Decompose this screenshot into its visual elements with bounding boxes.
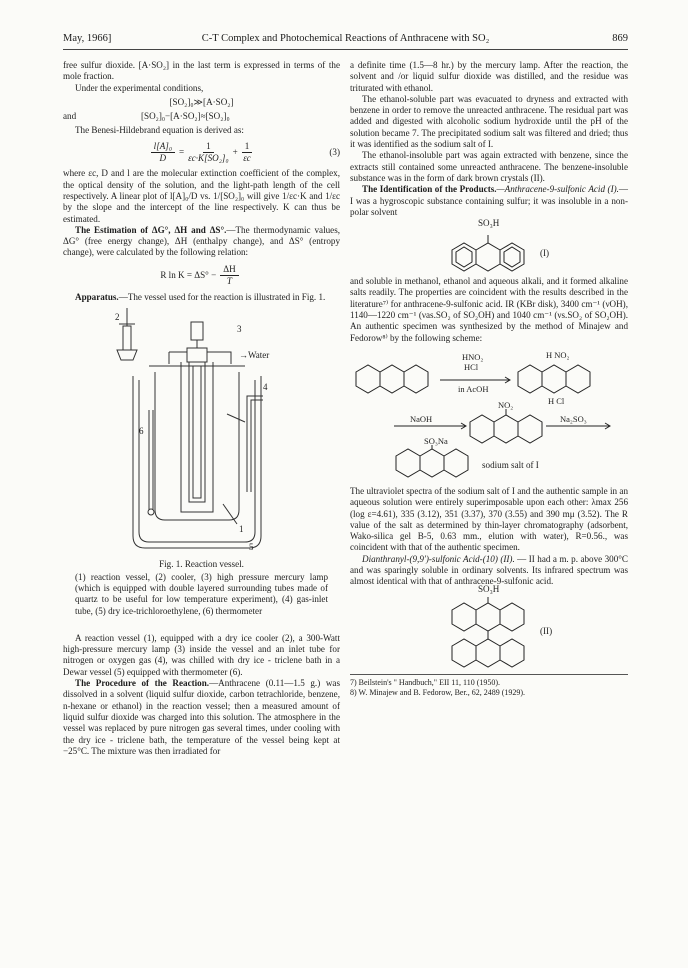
paragraph-estimation — [63, 225, 340, 259]
figure-label-6: 6 — [139, 425, 144, 436]
paragraph-procedure — [63, 678, 340, 757]
numerator: 1 — [203, 141, 214, 153]
equation-2 — [63, 111, 340, 122]
numerator: 1 — [242, 141, 253, 153]
section-heading: The Identification of the Products. — [362, 184, 497, 195]
figure-label-4: 4 — [263, 381, 268, 392]
substituent-label: H Cl — [548, 395, 565, 406]
structure-I — [350, 218, 628, 276]
paragraph: and soluble in methanol, ethanol and aqueous alkali, and it formed alkaline salts readily. The properties are coincident with the results described in the literature⁷⁾ for anthracene-9-sulfonic acid. IR (KBr disk), 3400 cm⁻¹ (νOH), 1140—1220 cm⁻¹ (νas.SO₂ of SO₂OH) and 1040 cm⁻¹ (νs.SO₂ of SO₂OH). An authentic specimen was synthesized by the method of Minajew and Fedorow⁸⁾ by the following scheme: — [350, 276, 628, 343]
substituent-label: SO₃H — [478, 583, 500, 594]
synthesis-scheme — [350, 344, 628, 482]
denominator: D — [159, 153, 167, 164]
equation-body: [SO₂]₀−[A·SO₂]≈[SO₂]₀ — [141, 111, 230, 122]
figure-label-1: 1 — [239, 523, 244, 534]
footnote-7: 7) Beilstein's " Handbuch," EII 11, 110 (1950). — [350, 677, 501, 687]
page-number: 869 — [612, 33, 628, 44]
paragraph-apparatus — [63, 292, 340, 303]
figure-label-5: 5 — [249, 541, 254, 552]
equals-sign: = — [179, 146, 185, 157]
paragraph-text: —I was a hygroscopic substance containing sulfur; it was insoluble in a non-polar solvent — [350, 184, 628, 217]
numerator: ΔH — [220, 264, 238, 276]
figure-reaction-vessel — [63, 304, 340, 569]
paragraph-text: —Anthracene (0.11—1.5 g.) was dissolved in a solvent (liquid sulfur dioxide, carbon tetrachloride, benzene, n-hexane or ethanol) in the reaction vessel; then a measured amount of liquid sulfur dioxide was charged into this solution. The atmosphere in the vessel was replaced by pure nitrogen gas several times, under cooling with the dry ice - triclene bath, the temperature of the vessel being kept at −25°C. The mixture was then irradiated for — [63, 678, 340, 756]
structure-label: (I) — [540, 248, 550, 259]
paragraph: The ethanol-insoluble part was again extracted with benzene, since the extracts still contained some unreacted anthracene. The benzene-insoluble substance was in the form of dark brown crystals (II). — [350, 150, 628, 183]
reagent-label: NaOH — [410, 413, 433, 424]
structure-label: (II) — [540, 625, 553, 636]
reagent-label: HCl — [464, 361, 479, 372]
fraction — [188, 141, 228, 165]
numerator: l[A]₀ — [151, 141, 175, 153]
substituent-label: H NO₂ — [546, 349, 570, 360]
paragraph-text: —The thermodynamic values, ΔG° (free energy change), ΔH (enthalpy change), and ΔS° (entropy change), were calculated by the following relation: — [63, 224, 341, 258]
section-heading: The Procedure of the Reaction. — [75, 678, 210, 689]
figure-legend: (1) reaction vessel, (2) cooler, (3) high pressure mercury lamp (which is equipped with double layered surrounding tubes made of quartz to be useful for low temperature experiment), (4) gas-inlet tube, (5) dry ice-trichloroethylene, (6) thermometer — [75, 571, 328, 616]
vessel-diagram — [63, 304, 340, 554]
left-column — [63, 60, 340, 757]
equation-lhs: R ln K = ΔS° − — [160, 269, 217, 280]
footnotes — [350, 674, 628, 698]
paragraph: The ultraviolet spectra of the sodium salt of I and the authentic sample in an aqueous solution were entirely superimposable upon each other: λmax 256 (log ε=4.61), 335 (3.12), 351 (3.37), 370 (3.55) and 390 mμ (3.52). The R value of the salt as determined by thin-layer chromatography (adsorbent, Wako-silica gel B-5, 0.63 mm., elution with water), R=0.56., was coincident with that of the authentic specimen. — [350, 485, 628, 553]
running-header — [63, 33, 628, 50]
equation-1: [SO₂]₀≫[A·SO₂] — [169, 96, 234, 107]
dianthranyl-structure — [350, 588, 628, 674]
compound-name: Dianthranyl-(9,9′)-sulfonic Acid-(10) (II). — [362, 553, 515, 564]
paragraph: The Benesi-Hildebrand equation is derived as: — [75, 125, 244, 136]
paragraph-text: —The vessel used for the reaction is illustrated in Fig. 1. — [118, 292, 326, 303]
equation-3 — [63, 141, 340, 165]
reagent-label: Na₂SO₃ — [560, 413, 587, 424]
paragraph: Under the experimental conditions, — [75, 82, 204, 93]
structure-II — [350, 583, 628, 674]
equation-number: (3) — [329, 146, 340, 157]
paragraph: The ethanol-soluble part was evacuated to dryness and extracted with benzene in order to remove the unreacted anthracene. The residual part was added and digested with alcoholic sodium hydroxide until the pH of the solution became 7. The precipitated sodium salt was filtered and dried; thus it was identified as the sodium salt of I. — [350, 93, 628, 150]
equation-conjunction: and — [63, 111, 77, 122]
paragraph-dianthranyl — [350, 554, 628, 588]
denominator: εc — [243, 153, 251, 164]
figure-caption: Fig. 1. Reaction vessel. — [159, 558, 244, 569]
paragraph: where εc, D and l are the molecular extinction coefficient of the complex, the optical density of the solution, and the light-path length of the cell respectively. A linear plot of l[A]₀/D vs. 1/[SO₂]₀ will give 1/εc·K and 1/εc by the slope and the intercept of the line respectively. K can thus be estimated. — [63, 168, 340, 224]
figure-water-label: →Water — [239, 349, 270, 360]
substituent-label: SO₃Na — [424, 435, 448, 446]
denominator: εc·K[SO₂]₀ — [188, 153, 229, 164]
reagent-label: HNO₂ — [462, 351, 484, 362]
fraction — [242, 141, 253, 165]
paragraph-identification — [350, 184, 628, 218]
fraction — [220, 264, 238, 288]
fraction — [151, 141, 175, 165]
header-title: C-T Complex and Photochemical Reactions of Anthracene with SO₂ — [201, 33, 490, 44]
compound-name: —Anthracene-9-sulfonic Acid (I). — [496, 184, 619, 195]
substituent-label: SO₃H — [478, 218, 500, 229]
paragraph: A reaction vessel (1), equipped with a dry ice cooler (2), a 300-Watt high-pressure mercury lamp (3) inside the vessel and an inlet tube for nitrogen or oxygen gas (4), was chilled with dry ice - triclene bath in a Dewar vessel (5) equipped with thermometer (6). — [63, 632, 340, 677]
right-column — [350, 60, 628, 698]
section-heading: Apparatus. — [75, 292, 119, 303]
paragraph-text: — II had a m. p. above 300°C and was sparingly soluble in ordinary solvents. Its infrared spectrum was almost identical with that of anthracene-9-sulfonic acid. — [350, 553, 628, 587]
paragraph: free sulfur dioxide. [A·SO₂] in the last term is expressed in terms of the mole fraction. — [63, 60, 340, 82]
section-heading: The Estimation of ΔG°, ΔH and ΔS°. — [75, 224, 227, 235]
figure-label-2: 2 — [115, 311, 120, 322]
solvent-label: in AcOH — [458, 383, 489, 394]
paragraph: a definite time (1.5—8 hr.) by the mercury lamp. After the reaction, the solvent and /or liquid sulfur dioxide was distilled, and the residue was triturated with ethanol. — [350, 60, 628, 93]
footnote-8: 8) W. Minajew and B. Fedorow, Ber., 62, 2489 (1929). — [350, 687, 526, 697]
figure-label-3: 3 — [237, 323, 242, 334]
denominator: T — [226, 276, 232, 287]
plus-sign: + — [232, 146, 238, 157]
equation-4 — [63, 264, 340, 288]
product-label: sodium salt of I — [482, 459, 539, 470]
header-date: May, 1966] — [63, 33, 112, 44]
substituent-label: NO₂ — [498, 399, 514, 410]
